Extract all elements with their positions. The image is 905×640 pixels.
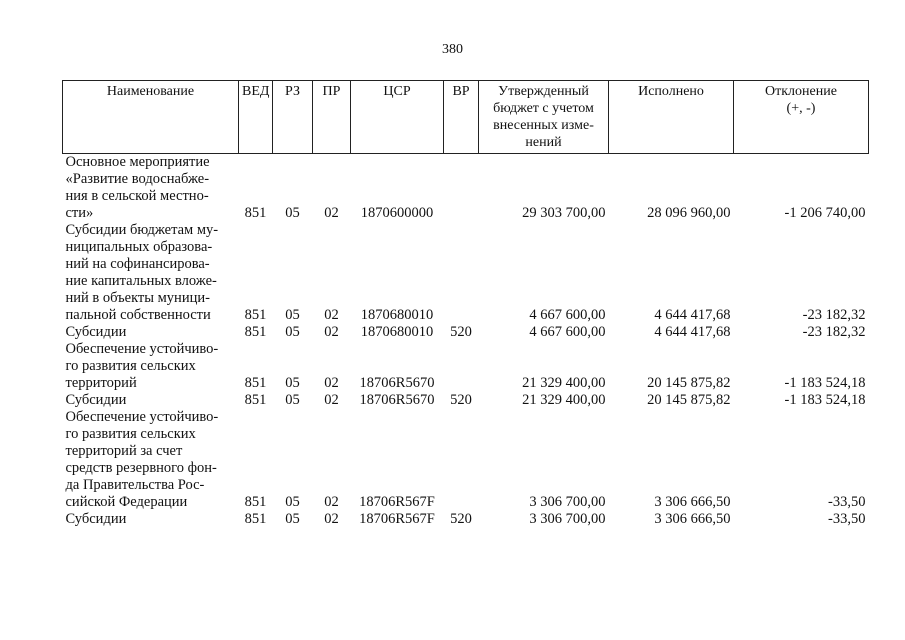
row-name-line: территорий	[65, 375, 137, 391]
cell-ved: 851	[244, 307, 267, 323]
cell-rz: 05	[285, 511, 300, 527]
cell-ved: 851	[244, 324, 267, 340]
cell-pr: 02	[324, 324, 339, 340]
row-name-line: Субсидии бюджетам му-	[65, 222, 219, 238]
cell-csr: 18706R567F	[359, 511, 435, 527]
cell-approved: 3 306 700,00	[529, 511, 606, 527]
header-pr: ПР	[313, 81, 351, 154]
cell-executed: 3 306 666,50	[654, 494, 731, 510]
table-row	[63, 392, 869, 409]
row-name	[63, 409, 239, 511]
header-deviation-line: (+, -)	[786, 101, 816, 116]
row-name-line: Обеспечение устойчиво-	[65, 341, 219, 357]
row-name-line: территорий за счет	[65, 443, 183, 459]
cell-deviation: -33,50	[828, 494, 866, 510]
cell-pr: 02	[324, 511, 339, 527]
row-name-line: ниципальных образова-	[65, 239, 213, 255]
cell-deviation: -1 206 740,00	[784, 205, 866, 221]
cell-ved: 851	[244, 375, 267, 391]
row-name	[63, 511, 239, 528]
cell-rz: 05	[285, 375, 300, 391]
table-body	[63, 154, 869, 529]
cell-ved: 851	[244, 494, 267, 510]
cell-csr: 18706R5670	[359, 392, 435, 408]
header-csr: ЦСР	[351, 81, 444, 154]
row-name-line: Субсидии	[65, 324, 127, 340]
cell-rz: 05	[285, 324, 300, 340]
row-name-line: ний в объекты муници-	[65, 290, 210, 306]
cell-rz: 05	[285, 494, 300, 510]
header-ved: ВЕД	[239, 81, 273, 154]
cell-executed: 3 306 666,50	[654, 511, 731, 527]
cell-approved: 4 667 600,00	[529, 307, 606, 323]
row-name-line: пальной собственности	[65, 307, 211, 323]
header-deviation-line: Отклонение	[765, 84, 837, 99]
cell-pr: 02	[324, 307, 339, 323]
row-name-line: ния в сельской местно-	[65, 188, 209, 204]
cell-approved: 4 667 600,00	[529, 324, 606, 340]
cell-executed: 20 145 875,82	[647, 375, 731, 391]
row-name-line: Основное мероприятие	[65, 154, 210, 170]
cell-pr: 02	[324, 205, 339, 221]
table-row	[63, 324, 869, 341]
row-name-line: го развития сельских	[65, 426, 196, 442]
row-name-line: «Развитие водоснабже-	[65, 171, 210, 187]
cell-vr: 520	[450, 324, 472, 340]
row-name-line: средств резервного фон-	[65, 460, 217, 476]
cell-csr: 1870600000	[360, 205, 434, 221]
cell-vr: 520	[450, 511, 472, 527]
row-name-line: сти»	[65, 205, 94, 221]
cell-vr	[444, 409, 479, 511]
table-row	[63, 511, 869, 528]
cell-executed: 20 145 875,82	[647, 392, 731, 408]
cell-executed: 28 096 960,00	[647, 205, 731, 221]
row-name	[63, 222, 239, 324]
cell-ved: 851	[244, 205, 267, 221]
cell-csr: 1870680010	[360, 307, 434, 323]
cell-deviation: -1 183 524,18	[784, 375, 866, 391]
budget-table	[62, 80, 869, 528]
cell-approved: 21 329 400,00	[522, 392, 606, 408]
row-name-line: го развития сельских	[65, 358, 196, 374]
table-header-row	[63, 81, 869, 154]
cell-deviation: -23 182,32	[802, 307, 866, 323]
row-name-line: Субсидии	[65, 392, 127, 408]
header-approved-line: нений	[525, 135, 562, 150]
row-name-line: Обеспечение устойчиво-	[65, 409, 219, 425]
cell-rz: 05	[285, 307, 300, 323]
cell-executed: 4 644 417,68	[654, 307, 731, 323]
cell-approved: 21 329 400,00	[522, 375, 606, 391]
cell-ved: 851	[244, 392, 267, 408]
cell-approved: 29 303 700,00	[522, 205, 606, 221]
table-row	[63, 222, 869, 324]
cell-ved: 851	[244, 511, 267, 527]
cell-csr: 18706R567F	[359, 494, 435, 510]
cell-deviation: -33,50	[828, 511, 866, 527]
cell-pr: 02	[324, 494, 339, 510]
cell-approved: 3 306 700,00	[529, 494, 606, 510]
cell-deviation: -23 182,32	[802, 324, 866, 340]
cell-vr: 520	[450, 392, 472, 408]
header-approved-line: Утвержденный	[498, 84, 589, 99]
row-name	[63, 392, 239, 409]
table-row	[63, 154, 869, 223]
cell-deviation: -1 183 524,18	[784, 392, 866, 408]
header-approved	[479, 81, 609, 154]
header-executed: Исполнено	[609, 81, 734, 154]
cell-vr	[444, 154, 479, 223]
row-name-line: сийской Федерации	[65, 494, 188, 510]
table-row	[63, 409, 869, 511]
header-rz: РЗ	[273, 81, 313, 154]
header-approved-line: внесенных изме-	[493, 118, 594, 133]
row-name-line: да Правительства Рос-	[65, 477, 205, 493]
header-deviation	[734, 81, 869, 154]
cell-rz: 05	[285, 205, 300, 221]
header-vr: ВР	[444, 81, 479, 154]
cell-rz: 05	[285, 392, 300, 408]
table-row	[63, 341, 869, 392]
cell-vr	[444, 222, 479, 324]
cell-pr: 02	[324, 392, 339, 408]
header-name: Наименование	[63, 81, 239, 154]
cell-vr	[444, 341, 479, 392]
header-approved-line: бюджет с учетом	[493, 101, 594, 116]
cell-csr: 1870680010	[360, 324, 434, 340]
cell-csr: 18706R5670	[359, 375, 435, 391]
row-name-line: ний на софинансирова-	[65, 256, 210, 272]
row-name-line: Субсидии	[65, 511, 127, 527]
row-name	[63, 324, 239, 341]
row-name	[63, 341, 239, 392]
cell-pr: 02	[324, 375, 339, 391]
row-name-line: ние капитальных вложе-	[65, 273, 217, 289]
row-name	[63, 154, 239, 223]
page-number: 380	[442, 42, 463, 57]
cell-executed: 4 644 417,68	[654, 324, 731, 340]
